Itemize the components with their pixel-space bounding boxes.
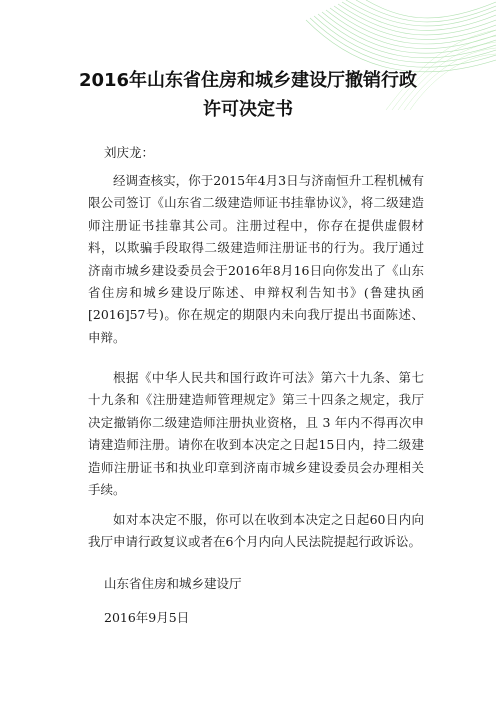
document-title-line-1: 2016年山东省住房和城乡建设厅撤销行政 [78, 70, 418, 91]
issuing-authority: 山东省住房和城乡建设厅 [104, 576, 242, 591]
paragraph-findings: 经调查核实，你于2015年4月3日与济南恒升工程机械有限公司签订《山东省二级建造师证书挂靠协议》，将二级建造师注册证书挂靠其公司。注册过程中，你存在提供虚假材料，以欺骗手段取得二级建造师注册证书的行为。我厅通过济南市城乡建设委员会于2016年8月16日向你发出了《山东省住房和城乡建设厅陈述、申辩权利告知书》(鲁建执函[2016]57号)。你在规定的期限内未向我厅提出书面陈述、申辩。 [88, 173, 424, 345]
swirl-watermark-graphic [296, 0, 496, 110]
salutation: 刘庆龙： [104, 145, 155, 160]
paragraph-decision: 根据《中华人民共和国行政许可法》第六十九条、第七十九条和《注册建造师管理规定》第三十四条之规定，我厅决定撤销你二级建造师注册执业资格，且 3 年内不得再次申请建造师注册。请你在收到本决定之日起15日内，持二级建造师注册证书和执业印章到济南市城乡建设委员会办理相关手续。 [88, 370, 424, 498]
document-title-line-2: 许可决定书 [203, 99, 293, 120]
issue-date: 2016年9月5日 [104, 610, 190, 625]
paragraph-appeal-rights: 如对本决定不服，你可以在收到本决定之日起60日内向我厅申请行政复议或者在6个月内向人民法院提起行政诉讼。 [88, 512, 424, 550]
